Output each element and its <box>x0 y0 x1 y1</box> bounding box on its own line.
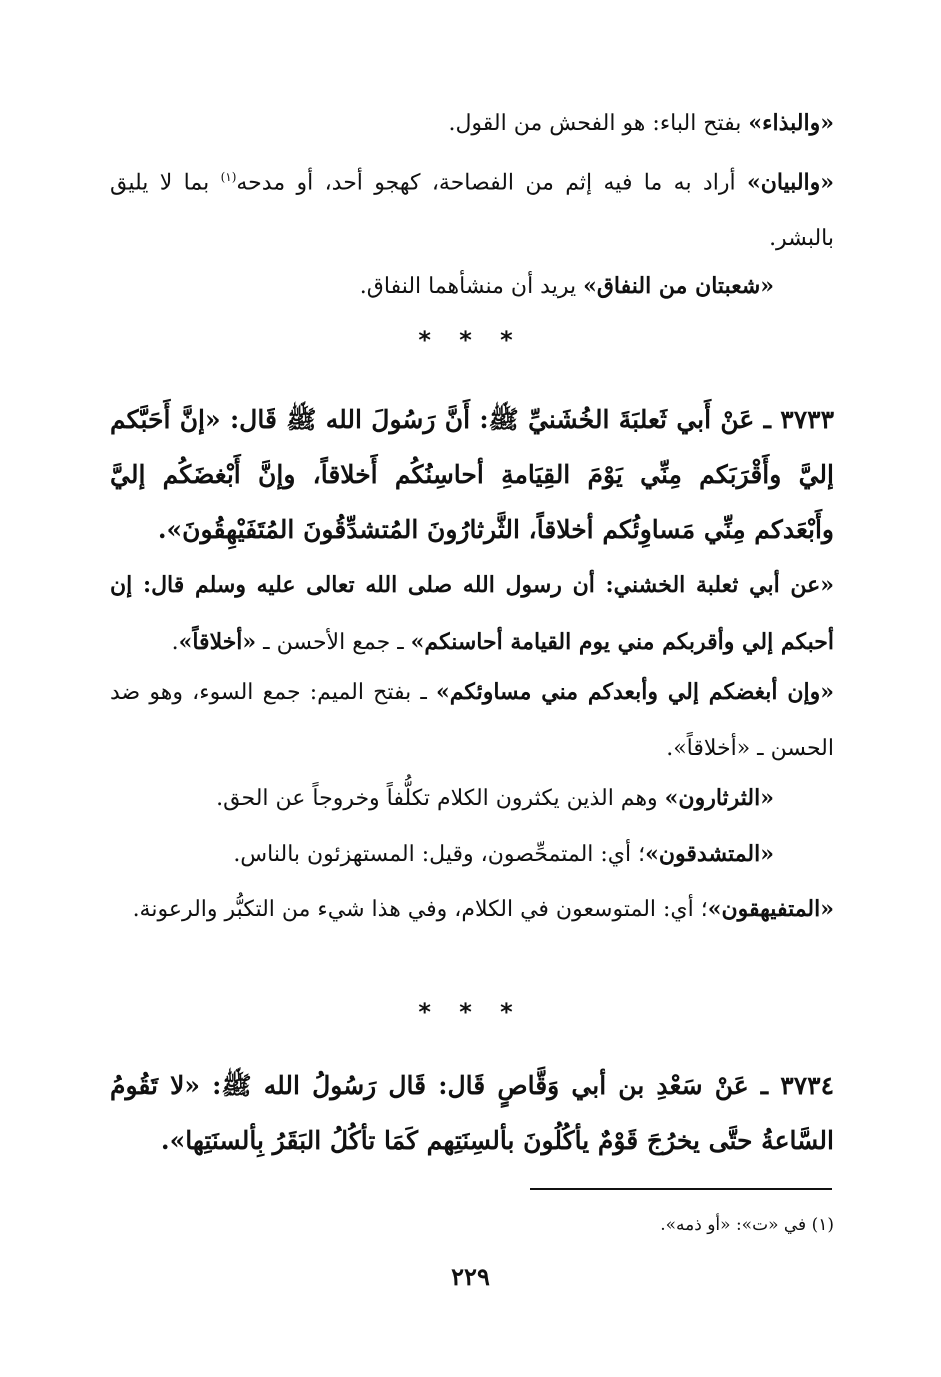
term-label: «المتفيهقون» <box>707 896 834 922</box>
hadith-3733: ٣٧٣٣ ـ عَنْ أَبي ثَعلبَةَ الخُشَنيِّ ﷺ: أَنَّ رَسُولَ الله ﷺ قَال: «إنَّ أَحَبَّكم إليَّ وأَقْرَبَكم مِنِّي يَوْمَ القِيَامةِ أحاسِنُكُم أَخلاقاً، وإنَّ أَبْغضَكُم إليَّ وأَبْعَدكم مِنِّي مَساوِئُكم أخلاقاً، الثَّرثارُونَ المُتشدِّقُونَ المُتَفَيْهِقُونَ». <box>110 405 834 544</box>
paragraph-text: ـ جمع الأحسن ـ <box>256 630 411 655</box>
term-label: «أخلاقاً» <box>178 629 257 655</box>
paragraph-bayan <box>110 149 834 267</box>
term-label: «والبذاء» <box>748 110 834 136</box>
paragraph-text: ؛ أي: المتمحِّصون، وقيل: المستهزئون بالناس. <box>233 842 646 867</box>
term-label: «والبيان» <box>746 169 835 196</box>
paragraph-text: وهم الذين يكثرون الكلام تكلُّفاً وخروجاً عن الحق. <box>216 786 665 811</box>
section-separator: * * * <box>418 998 523 1026</box>
term-label: «شعبتان من النفاق» <box>583 273 774 299</box>
paragraph-shubatan <box>110 258 834 315</box>
paragraph-bathaa <box>110 95 834 152</box>
term-label: «الثرثارون» <box>664 785 774 811</box>
paragraph-explanation-2 <box>110 664 834 777</box>
paragraph-text: ؛ أي: المتوسعون في الكلام، وفي هذا شيء من التكبُّر والرعونة. <box>132 897 708 922</box>
footnote-divider <box>530 1188 832 1190</box>
paragraph-explanation-1 <box>110 557 834 671</box>
paragraph-text: أراد به ما فيه إثم من الفصاحة، كهجو أحد، أو مدحه <box>236 170 747 196</box>
term-label: «وإن أبغضكم إلي وأبعدكم مني مساوئكم» <box>436 679 834 705</box>
paragraph-text: بفتح الباء: هو الفحش من القول. <box>448 111 749 136</box>
section-separator: * * * <box>418 326 523 354</box>
footnote: (١) في «ت»: «أو ذمه». <box>660 1215 834 1235</box>
term-label: «عن أبي ثعلبة الخشني: أن رسول الله صلى الله تعالى عليه وسلم قال: إن أحبكم إلي وأقربكم مني يوم القيامة أحاسنكم» <box>110 572 834 655</box>
term-label: «المتشدقون» <box>645 841 774 867</box>
paragraph-tharthar <box>110 770 834 827</box>
page-number: ٢٢٩ <box>451 1262 490 1291</box>
paragraph-text: يريد أن منشأهما النفاق. <box>359 274 584 299</box>
paragraph-text: ـ بفتح الميم: جمع السوء، وهو ضد الحسن ـ «أخلاقاً». <box>110 680 834 761</box>
paragraph-text: بما لا يليق بالبشر. <box>110 170 834 252</box>
paragraph-mutashaddiq <box>110 826 834 883</box>
paragraph-mutafayhiq <box>110 881 834 938</box>
hadith-3734: ٣٧٣٤ ـ عَنْ سَعْدِ بن أبي وَقَّاصٍ قَال: قَال رَسُولُ الله ﷺ: «لا تَقُومُ السَّاعةُ حتَّى يخرُجَ قَوْمٌ يأكُلُونَ بألسِنَتِهم كَمَا تأكُلُ البَقَرُ بِألسنَتِها». <box>110 1071 834 1155</box>
footnote-marker: (١) <box>220 170 237 184</box>
paragraph-text: . <box>171 630 179 655</box>
